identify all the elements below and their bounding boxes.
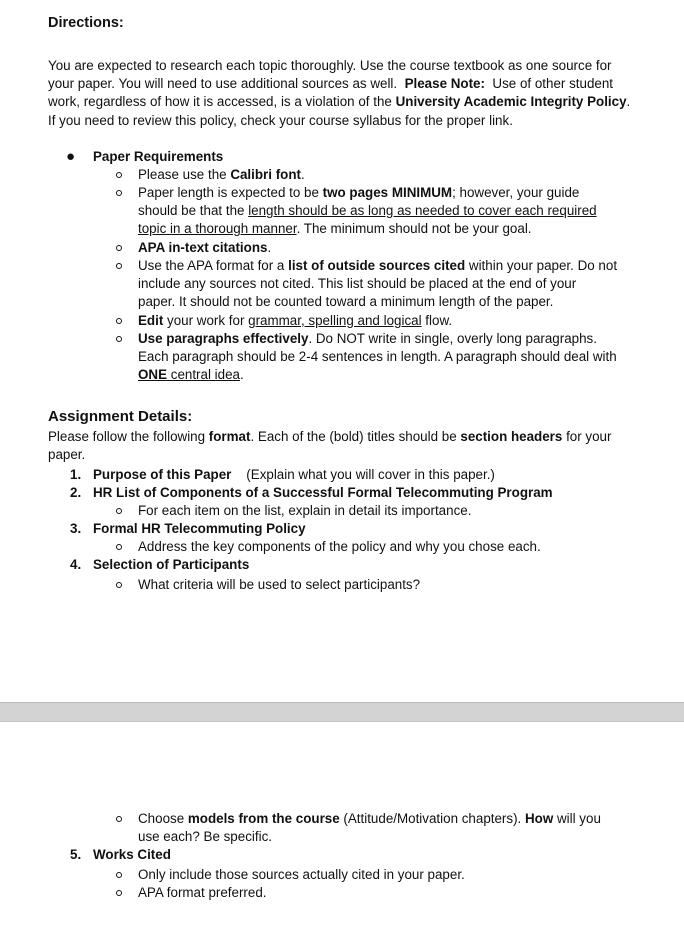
directions-line-1: You are expected to research each topic thoroughly. Use the course textbook as one source for <box>48 58 612 73</box>
section-hr-list-detail: For each item on the list, explain in detail its importance. <box>138 503 472 518</box>
works-cited-detail-1: Only include those sources actually cited in your paper. <box>138 867 465 882</box>
circle-bullet-icon <box>116 318 122 324</box>
details-intro: Please follow the following format. Each of the (bold) titles should be section headers for your paper. <box>48 429 612 463</box>
requirement-paragraphs: Use paragraphs effectively. Do NOT write in single, overly long paragraphs. Each paragraph should be 2-4 sentences in length. A paragraph should deal with ONE central idea. <box>138 331 617 383</box>
directions-line-4: If you need to review this policy, check your course syllabus for the proper link. <box>48 112 513 128</box>
section-works-cited: Works Cited <box>93 847 171 862</box>
circle-bullet-icon <box>116 816 122 822</box>
requirement-length: Paper length is expected to be two pages MINIMUM; however, your guide should be that the length should be as long as needed to cover each required topic in a thorough manner. The minimum should not be your goal. <box>138 185 597 237</box>
directions-paragraph <box>48 57 648 130</box>
section-number-4: 4. <box>70 557 82 572</box>
section-policy: Formal HR Telecommuting Policy <box>93 521 306 536</box>
bullet-icon: ● <box>66 148 76 165</box>
circle-bullet-icon <box>116 172 122 178</box>
requirement-citations: APA in-text citations. <box>138 240 272 255</box>
section-models: Choose models from the course (Attitude/Motivation chapters). How will you use each? Be specific. <box>138 811 601 845</box>
section-number-3: 3. <box>70 521 82 536</box>
circle-bullet-icon <box>116 508 122 514</box>
requirement-font: Please use the Calibri font. <box>138 167 305 182</box>
section-hr-list: HR List of Components of a Successful Formal Telecommuting Program <box>93 485 553 500</box>
section-participants: Selection of Participants <box>93 557 250 572</box>
section-policy-detail: Address the key components of the policy and why you chose each. <box>138 539 541 554</box>
section-number-5: 5. <box>70 847 82 862</box>
document-page-2 <box>0 722 684 938</box>
circle-bullet-icon <box>116 336 122 342</box>
works-cited-detail-2: APA format preferred. <box>138 885 267 900</box>
requirement-edit: Edit your work for grammar, spelling and logical flow. <box>138 313 453 328</box>
requirement-sources: Use the APA format for a list of outside sources cited within your paper. Do not include any sources not cited. This list should be placed at the end of your paper. It should not be counted toward a minimum length of the paper. <box>138 258 618 310</box>
directions-heading: Directions: <box>48 15 124 31</box>
page-break-separator <box>0 702 684 722</box>
circle-bullet-icon <box>116 872 122 878</box>
circle-bullet-icon <box>116 190 122 196</box>
circle-bullet-icon <box>116 245 122 251</box>
section-number-2: 2. <box>70 485 82 500</box>
directions-line-2: your paper. You will need to use additional sources as well. Please Note: Use of other student <box>48 76 614 92</box>
circle-bullet-icon <box>116 263 122 269</box>
directions-line-3: work, regardless of how it is accessed, is a violation of the University Academic Integrity Policy. <box>48 94 631 110</box>
section-purpose: Purpose of this Paper (Explain what you will cover in this paper.) <box>93 467 495 482</box>
requirements-title: Paper Requirements <box>93 149 224 164</box>
circle-bullet-icon <box>116 890 122 896</box>
section-number-1: 1. <box>70 467 82 482</box>
circle-bullet-icon <box>116 582 122 588</box>
circle-bullet-icon <box>116 544 122 550</box>
section-participants-detail: What criteria will be used to select participants? <box>138 577 421 592</box>
assignment-details-heading: Assignment Details: <box>48 408 193 425</box>
